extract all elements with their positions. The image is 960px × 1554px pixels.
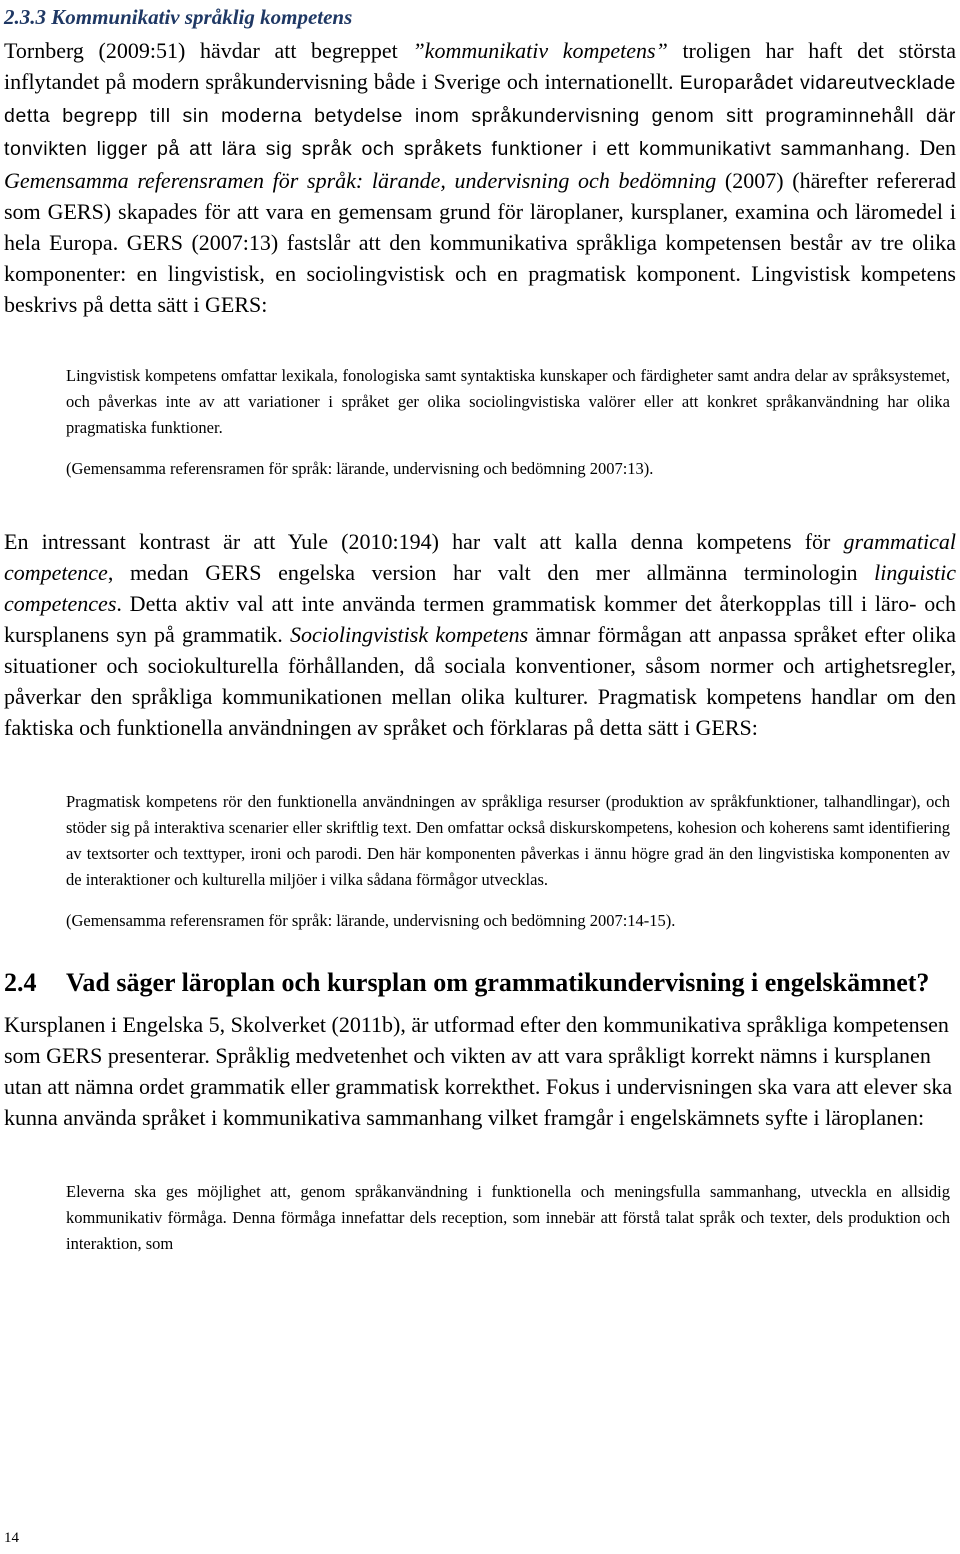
section-heading-2-3-3: 2.3.3 Kommunikativ språklig kompetens xyxy=(4,5,353,29)
text-run: En intressant kontrast är att Yule (2010:194) har valt att kalla denna kompetens för xyxy=(4,529,844,554)
quote-source: (Gemensamma referensramen för språk: lärande, undervisning och bedömning 2007:14-15). xyxy=(66,911,676,930)
section-title: Vad säger läroplan och kursplan om grammatikundervisning i engelskämnet? xyxy=(66,968,930,997)
quote-source: (Gemensamma referensramen för språk: lärande, undervisning och bedömning 2007:13). xyxy=(66,459,654,478)
block-quote-linguistic xyxy=(66,363,950,482)
text-run-italic: Sociolingvistisk kompetens xyxy=(290,622,529,647)
text-run: , medan GERS engelska version har valt den mer allmänna terminologin xyxy=(107,560,875,585)
text-run-sans: Europarådet vidareutvecklade detta begrepp till sin moderna betydelse inom språkundervisning genom sitt programinnehåll där tonvikten ligger på att lära sig språk och språkets funktioner i ett kommunikativt sammanhang. xyxy=(4,72,956,160)
text-run: troligen har haft det största inflytandet på modern språkundervisning både i Sverige och internationellt. xyxy=(4,38,957,94)
paragraph-communicative-competence xyxy=(4,35,956,320)
section-number: 2.4 xyxy=(4,968,37,997)
quote-text: Eleverna ska ges möjlighet att, genom språkanvändning i funktionella och meningsfulla sammanhang, utveckla en allsidig kommunikativ förmåga. Denna förmåga innefattar dels reception, som innebär att förstå talat språk och texter, dels produktion och interaktion, som xyxy=(66,1182,950,1253)
text-run: ämnar förmågan att anpassa språket efter olika situationer och sociokulturella förhållanden, då sociala konventioner, såsom normer och artighetsregler, påverkar den språkliga kommunikationen mellan olika kulturer. Pragmatisk kompetens handlar om den faktiska och funktionella användningen av språket och förklaras på detta sätt i GERS: xyxy=(4,622,956,740)
text-run: . Detta aktiv val att inte använda termen grammatisk kommer det återkopplas till i läro- och kursplanens syn på grammatik. xyxy=(4,591,956,647)
block-quote-syfte xyxy=(66,1179,950,1257)
paragraph-contrast-yule xyxy=(4,526,956,743)
section-heading-2-4 xyxy=(4,967,956,999)
text-run-italic: ”kommunikativ kompetens” xyxy=(412,38,668,63)
text-run: Den xyxy=(910,135,956,160)
quote-text: Pragmatisk kompetens rör den funktionella användningen av språkliga resurser (produktion av språkfunktioner, talhandlingar), och stöder sig på interaktiva scenarier eller skriftlig text. Den omfattar också diskurskompetens, kohesion och koherens samt identifiering av textsorter och texttyper, ironi och parodi. Den här komponenten påverkas i ännu högre grad än den lingvistiska komponenten av de interaktioner och kulturella miljöer i vilka sådana förmågor utvecklas. xyxy=(66,792,950,889)
page-number: 14 xyxy=(4,1530,19,1546)
text-run-italic: Gemensamma referensramen för språk: lärande, undervisning och bedömning xyxy=(4,168,717,193)
quote-text: Lingvistisk kompetens omfattar lexikala, fonologiska samt syntaktiska kunskaper och färdigheter samt andra delar av språksystemet, och påverkas inte av att variationer i språket ger olika sociolingvistiska valörer eller att konkret språkanvändning har olika pragmatiska funktioner. xyxy=(66,366,950,437)
block-quote-pragmatic xyxy=(66,789,950,934)
document-page xyxy=(4,0,956,1257)
text-run-italic: linguistic competences xyxy=(4,560,956,616)
text-run-italic: grammatical competence xyxy=(4,529,956,585)
paragraph-kursplan: Kursplanen i Engelska 5, Skolverket (2011b), är utformad efter den kommunikativa språkliga kompetensen som GERS presenterar. Språklig medvetenhet och vikten av att vara språkligt korrekt nämns i kursplanen utan att nämna ordet grammatik eller grammatisk korrekthet. Fokus i undervisningen ska vara att elever ska kunna använda språket i kommunikativa sammanhang vilket framgår i engelskämnets syfte i läroplanen: xyxy=(4,1012,953,1130)
text-run: Tornberg (2009:51) hävdar att begreppet xyxy=(4,38,413,63)
text-run: (2007) (härefter refererad som GERS) skapades för att vara en gemensam grund för läroplaner, kursplaner, examina och läromedel i hela Europa. GERS (2007:13) fastslår att den kommunikativa språkliga kompetensen består av tre olika komponenter: en lingvistisk, en sociolingvistisk och en pragmatisk komponent. Lingvistisk kompetens beskrivs på detta sätt i GERS: xyxy=(4,168,956,317)
